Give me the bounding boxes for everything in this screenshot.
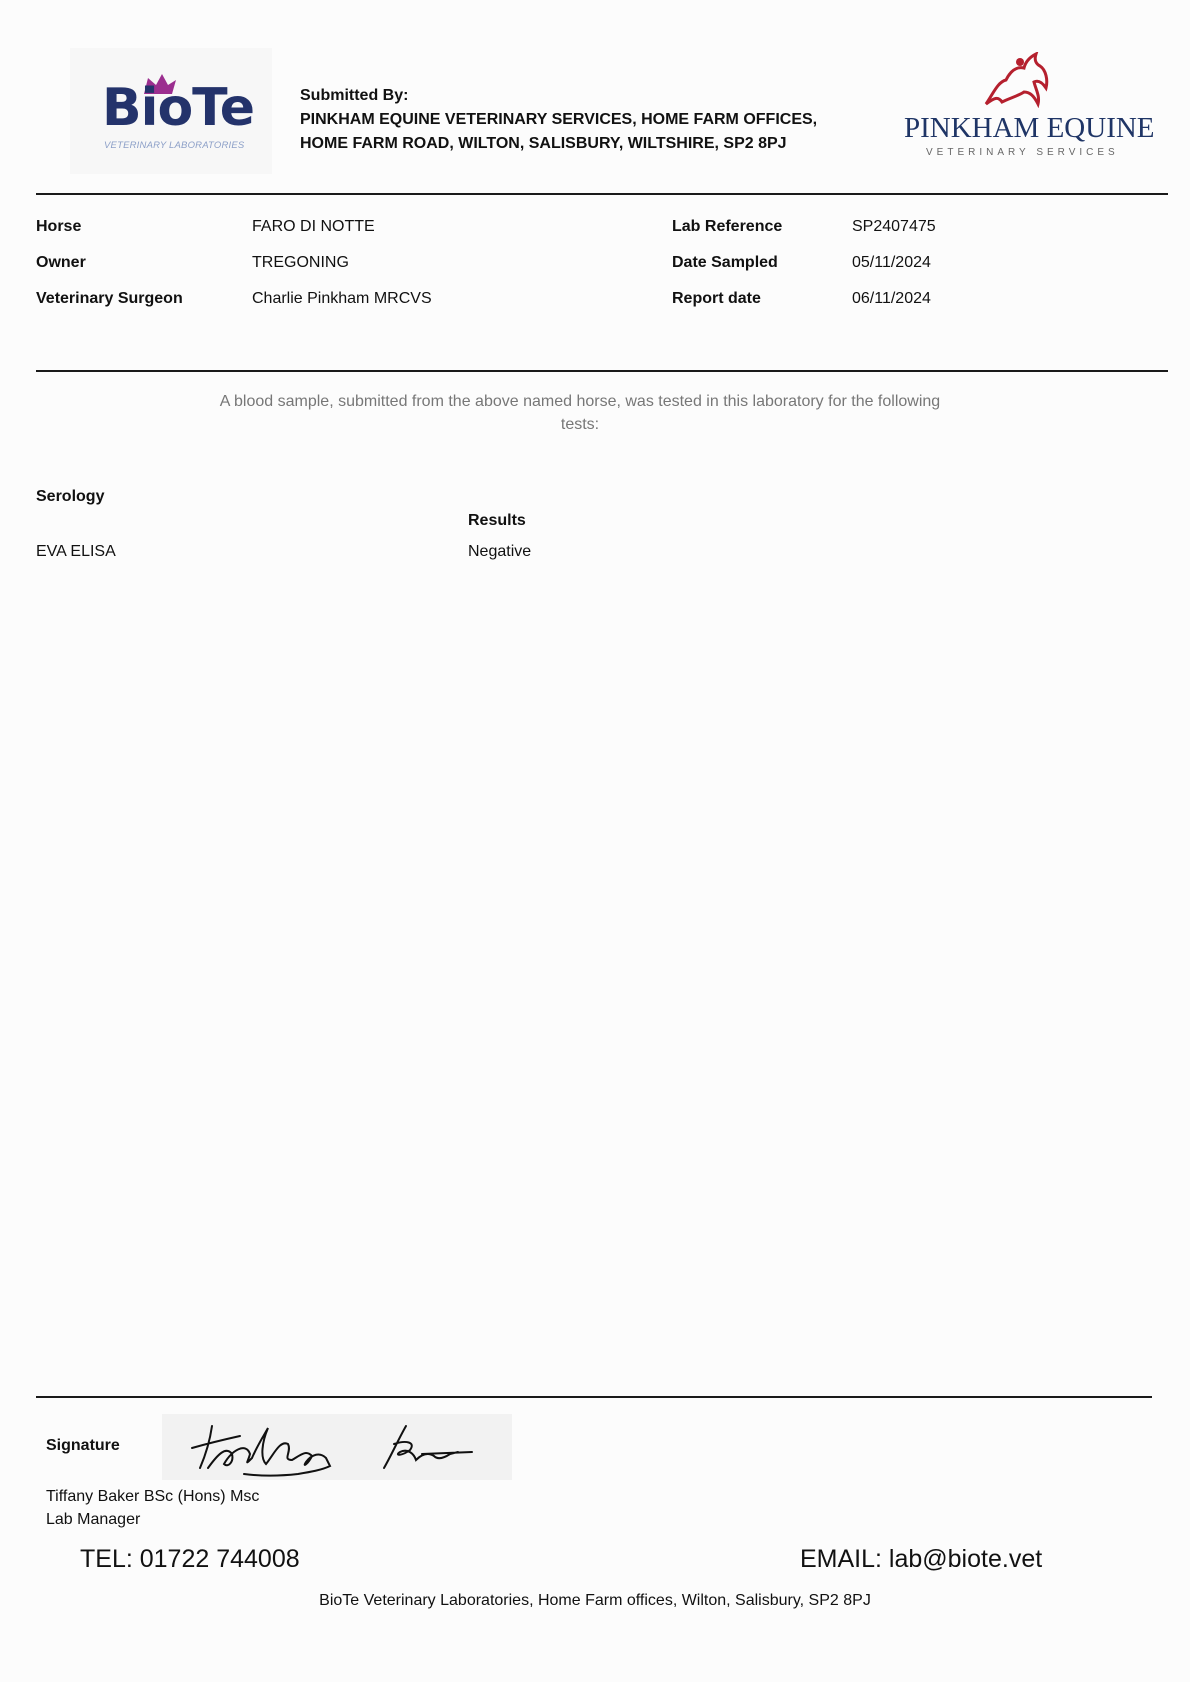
submitted-by-label: Submitted By: (300, 87, 409, 104)
signatory-name: Tiffany Baker BSc (Hons) Msc (46, 1488, 260, 1505)
biote-tagline: VETERINARY LABORATORIES (104, 140, 245, 151)
email[interactable]: EMAIL: lab@biote.vet (800, 1545, 1043, 1573)
lab-reference-label: Lab Reference (672, 218, 783, 235)
footer-divider (36, 1396, 1152, 1398)
biote-logo (70, 48, 272, 174)
results-header: Results (468, 512, 526, 529)
submitted-by-block (300, 84, 820, 156)
report-date-label: Report date (672, 290, 761, 307)
horse-label: Horse (36, 218, 82, 235)
handwritten-signature (162, 1414, 512, 1480)
pinkham-equine-logo (896, 52, 1155, 170)
test-name: EVA ELISA (36, 543, 116, 560)
owner-value: TREGONING (252, 254, 349, 271)
signatory-role: Lab Manager (46, 1511, 141, 1528)
date-sampled-label: Date Sampled (672, 254, 778, 271)
report-date-value: 06/11/2024 (852, 290, 931, 307)
biote-brand: BioTe (102, 78, 255, 138)
signature-image (162, 1414, 512, 1480)
details-divider (36, 370, 1168, 372)
serology-heading: Serology (36, 488, 105, 505)
test-result: Negative (468, 543, 532, 560)
date-sampled-value: 05/11/2024 (852, 254, 931, 271)
horse-value: FARO DI NOTTE (252, 218, 375, 235)
submitted-by-address: PINKHAM EQUINE VETERINARY SERVICES, HOME FARM OFFICES, HOME FARM ROAD, WILTON, SALISBURY, WILTSHIRE, SP2 8PJ (300, 111, 818, 152)
signature-label: Signature (46, 1437, 120, 1454)
horse-rider-icon (976, 52, 1056, 108)
pinkham-name: PINKHAM EQUINE (904, 112, 1155, 144)
intro-text: A blood sample, submitted from the above named horse, was tested in this laboratory for the following tests: (219, 393, 941, 433)
vet-surgeon-value: Charlie Pinkham MRCVS (252, 290, 432, 307)
header-divider (36, 193, 1168, 195)
lab-address: BioTe Veterinary Laboratories, Home Farm offices, Wilton, Salisbury, SP2 8PJ (319, 1592, 871, 1609)
lab-reference-value: SP2407475 (852, 218, 936, 235)
vet-surgeon-label: Veterinary Surgeon (36, 290, 183, 307)
owner-label: Owner (36, 254, 86, 271)
pinkham-tagline: VETERINARY SERVICES (926, 147, 1119, 158)
telephone: TEL: 01722 744008 (80, 1545, 300, 1573)
